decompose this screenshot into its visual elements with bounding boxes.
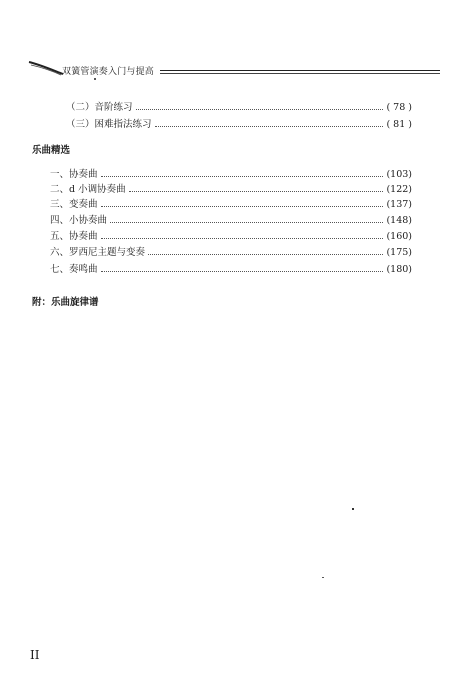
header-rule-thin bbox=[160, 73, 440, 74]
toc-entry-page: (148) bbox=[386, 215, 412, 226]
toc-entry[interactable] bbox=[50, 245, 412, 258]
header-rule bbox=[160, 70, 440, 71]
toc-leader-dots bbox=[101, 238, 384, 239]
toc-entry-label: 一、协奏曲 bbox=[50, 169, 98, 180]
toc-entry-label: 七、奏鸣曲 bbox=[50, 264, 98, 275]
toc-entry[interactable] bbox=[50, 229, 412, 242]
appendix-heading: 附：乐曲旋律谱 bbox=[32, 297, 99, 308]
header-dot bbox=[94, 78, 96, 80]
toc-entry[interactable] bbox=[50, 262, 412, 275]
toc-entry-label: 六、罗西尼主题与变奏 bbox=[50, 247, 146, 258]
scan-speck bbox=[322, 577, 324, 578]
section-heading-music-selection: 乐曲精选 bbox=[32, 145, 71, 156]
toc-entry[interactable] bbox=[50, 213, 412, 226]
toc-entry-page: (103) bbox=[386, 169, 412, 180]
scan-speck bbox=[352, 508, 354, 510]
header-swoosh-ornament bbox=[28, 60, 64, 76]
toc-entry-label: 二、d 小调协奏曲 bbox=[50, 184, 126, 195]
toc-entry-label: （二）音阶练习 bbox=[66, 102, 133, 113]
toc-entry-page: ( 81 ) bbox=[386, 119, 412, 130]
toc-leader-dots bbox=[101, 271, 384, 272]
toc-entry-page: (175) bbox=[386, 247, 412, 258]
toc-entry[interactable] bbox=[66, 117, 412, 130]
page-number: II bbox=[30, 648, 40, 662]
toc-entry-label: （三）困难指法练习 bbox=[66, 119, 152, 130]
toc-entry-page: (180) bbox=[386, 264, 412, 275]
toc-entry[interactable] bbox=[66, 100, 412, 113]
toc-leader-dots bbox=[155, 126, 384, 127]
toc-entry-page: ( 78 ) bbox=[386, 102, 412, 113]
toc-entry-label: 五、协奏曲 bbox=[50, 231, 98, 242]
toc-entry-label: 四、小协奏曲 bbox=[50, 215, 108, 226]
toc-entry-label: 三、变奏曲 bbox=[50, 199, 98, 210]
running-header-title: 双簧管演奏入门与提高 bbox=[62, 67, 155, 77]
toc-leader-dots bbox=[101, 176, 384, 177]
toc-leader-dots bbox=[136, 109, 384, 110]
toc-leader-dots bbox=[148, 254, 383, 255]
toc-leader-dots bbox=[101, 206, 384, 207]
toc-entry[interactable] bbox=[50, 167, 412, 180]
toc-entry-page: (137) bbox=[386, 199, 412, 210]
toc-entry[interactable] bbox=[50, 182, 412, 195]
toc-leader-dots bbox=[129, 191, 384, 192]
toc-leader-dots bbox=[110, 222, 383, 223]
toc-entry-page: (122) bbox=[386, 184, 412, 195]
toc-entry[interactable] bbox=[50, 197, 412, 210]
toc-entry-page: (160) bbox=[386, 231, 412, 242]
